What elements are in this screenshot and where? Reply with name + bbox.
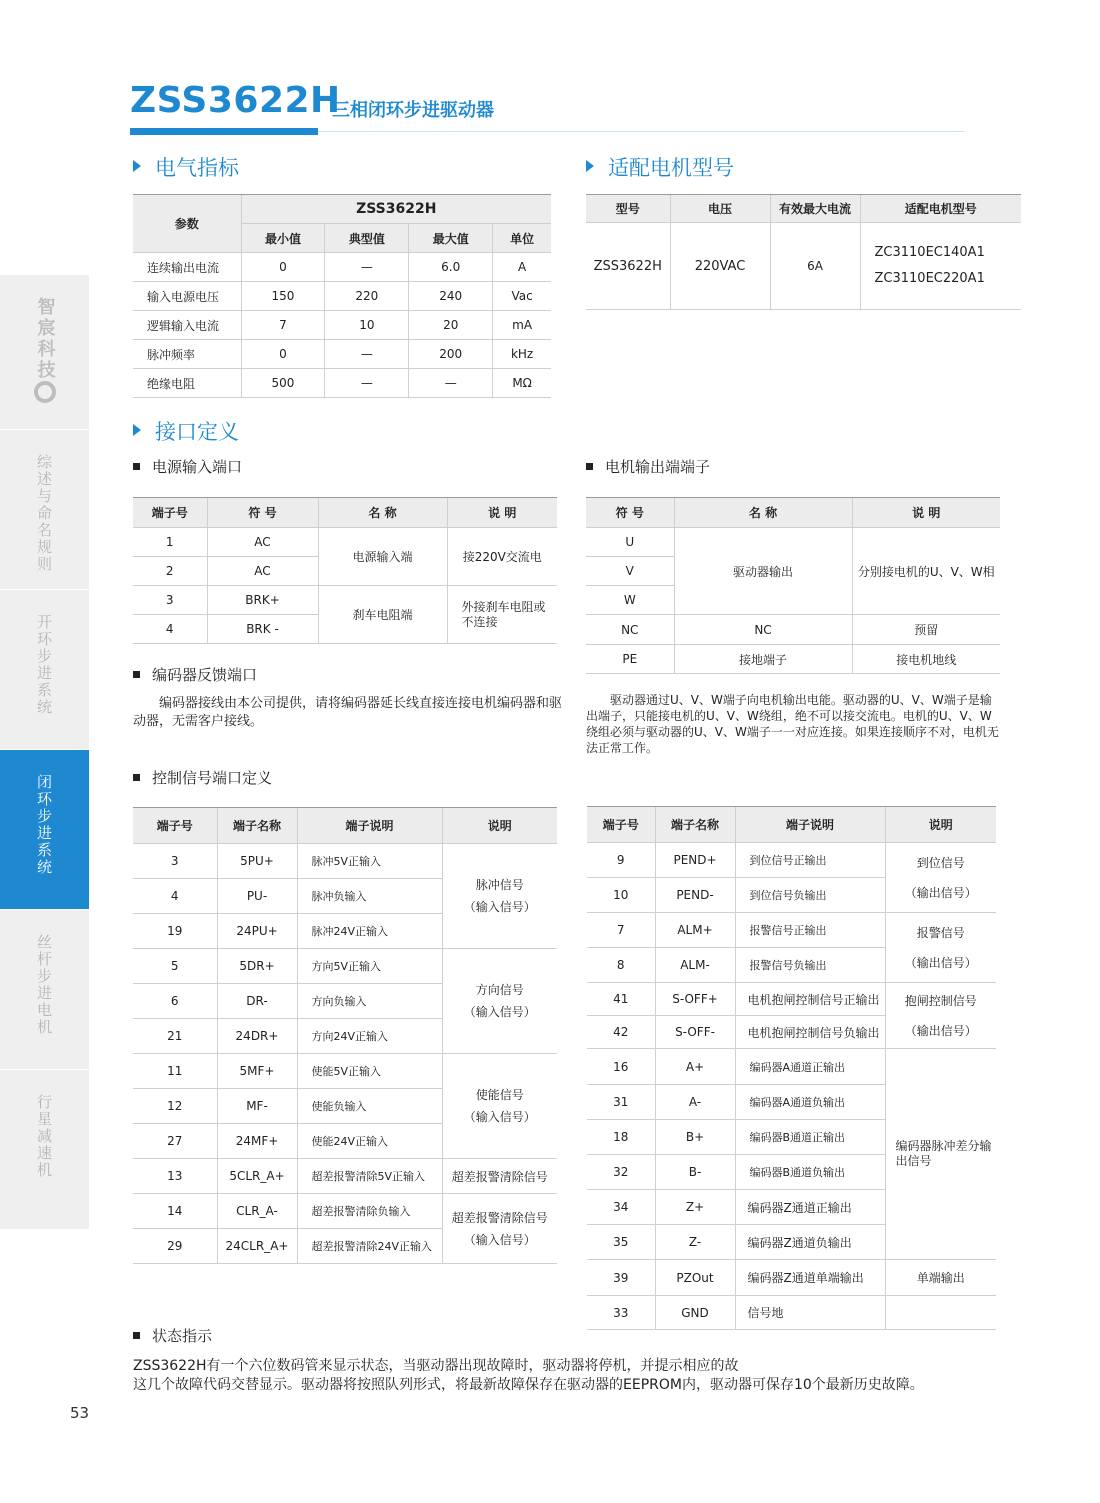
table-cell: V: [586, 557, 674, 586]
sidebar-item-overview[interactable]: [0, 430, 89, 590]
product-subtitle: 三相闭环步进驱动器: [332, 100, 494, 121]
table-cell: 10: [325, 311, 409, 340]
table-cell: PEND-: [655, 878, 735, 913]
sidebar-item-planetary[interactable]: [0, 1070, 89, 1230]
table-cell: 16: [587, 1049, 655, 1085]
table-cell: 绝缘电阻: [133, 369, 241, 398]
table-row: [133, 253, 551, 282]
table-header: 最大值: [409, 224, 493, 253]
table-cell: mA: [493, 311, 551, 340]
table-cell: 编码器Z通道正输出: [735, 1190, 885, 1225]
subheading-label: 控制信号端口定义: [152, 769, 273, 787]
table-cell: 220VAC: [670, 223, 770, 310]
table-cell: 6.0: [409, 253, 493, 282]
page-number: 53: [70, 1404, 90, 1422]
section-heading-label: 接口定义: [155, 420, 239, 444]
table-cell: 5DR+: [217, 949, 297, 984]
table-cell: 5PU+: [217, 844, 297, 879]
table-cell: DR-: [217, 984, 297, 1019]
table-cell: 编码器Z通道单端输出: [735, 1260, 885, 1296]
sidebar-logo: [0, 275, 89, 430]
motor-model-1: ZC3110EC140A1: [874, 245, 985, 260]
table-row: [587, 983, 996, 1016]
table-cell: AC: [207, 528, 318, 557]
group-label: 到位信号: [916, 855, 965, 870]
table-cell: B-: [655, 1155, 735, 1190]
bullet-square-icon: [133, 463, 140, 470]
table-cell: 使能负输入: [297, 1089, 442, 1124]
table-cell: 19: [133, 914, 217, 949]
table-cell: 39: [587, 1260, 655, 1296]
section-heading-electrical: [133, 152, 239, 182]
table-cell: S-OFF-: [655, 1016, 735, 1049]
table-cell: 超差报警清除5V正输入: [297, 1159, 442, 1194]
table-cell: 报警信号正输出: [735, 913, 885, 948]
table-header: 端子名称: [655, 807, 735, 843]
table-row: [133, 586, 557, 615]
table-cell: A: [493, 253, 551, 282]
table-cell: A+: [655, 1049, 735, 1085]
table-cell: 脉冲24V正输入: [297, 914, 442, 949]
table-cell: 编码器A通道正输出: [735, 1049, 885, 1085]
table-header: 端子名称: [217, 808, 297, 844]
table-cell: 6: [133, 984, 217, 1019]
table-cell: 编码器B通道负输出: [735, 1155, 885, 1190]
sidebar-item-label: 闭环步进系统: [35, 774, 53, 876]
title-underline-bar: [130, 128, 318, 135]
table-cell: AC: [207, 557, 318, 586]
table-header: 名 称: [674, 498, 852, 528]
table-cell: 33: [587, 1296, 655, 1330]
group-label: （输出信号）: [904, 885, 977, 900]
bullet-square-icon: [133, 671, 140, 678]
table-row: [587, 843, 996, 878]
table-row: [133, 369, 551, 398]
table-header: 单位: [493, 224, 551, 253]
table-cell: 41: [587, 983, 655, 1016]
status-text-line-2: 这几个故障代码交替显示。驱动器将按照队列形式，将最新故障保存在驱动器的EEPROM内，驱动器可保存10个最新历史故障。: [133, 1377, 924, 1393]
table-header: 端子号: [133, 498, 207, 528]
triangle-icon: [133, 424, 141, 436]
table-cell: PE: [586, 645, 674, 674]
section-heading-label: 电气指标: [155, 156, 239, 180]
table-row: [587, 1049, 996, 1085]
table-cell: 接电机地线: [852, 645, 1000, 674]
table-cell: 3: [133, 586, 207, 615]
table-cell: 电机抱闸控制信号正输出: [735, 983, 885, 1016]
table-row: [133, 282, 551, 311]
table-cell: 20: [409, 311, 493, 340]
group-cell: [885, 843, 996, 913]
table-cell: 7: [587, 913, 655, 948]
group-label: 使能信号: [475, 1088, 524, 1102]
table-cell: 输入电源电压: [133, 282, 241, 311]
table-cell: 到位信号正输出: [735, 843, 885, 878]
table-cell: 方向5V正输入: [297, 949, 442, 984]
logo-icon: [34, 381, 56, 403]
group-label: 方向信号: [475, 983, 524, 997]
table-row: [133, 311, 551, 340]
group-label: （输入信号）: [463, 1232, 536, 1247]
subheading-encoder: [133, 664, 257, 685]
table-header: 电压: [670, 195, 770, 223]
table-cell: 到位信号负输出: [735, 878, 885, 913]
table-cell: —: [325, 253, 409, 282]
table-cell: 27: [133, 1124, 217, 1159]
table-cell: S-OFF+: [655, 983, 735, 1016]
sidebar-item-lead-screw[interactable]: [0, 910, 89, 1070]
table-cell: 方向24V正输入: [297, 1019, 442, 1054]
table-cell: MΩ: [493, 369, 551, 398]
subheading-motor-output: [586, 456, 710, 477]
table-cell: BRK+: [207, 586, 318, 615]
table-cell: W: [586, 586, 674, 615]
group-cell: [885, 913, 996, 983]
sidebar-item-label: 综述与命名规则: [35, 454, 53, 573]
table-cell: —: [325, 369, 409, 398]
group-label: 超差报警清除信号: [451, 1210, 548, 1225]
section-heading-interface: [133, 416, 239, 446]
table-cell: 0: [241, 340, 325, 369]
table-row: [133, 844, 557, 879]
table-cell: A-: [655, 1085, 735, 1120]
triangle-icon: [133, 160, 141, 172]
table-cell: 编码器脉冲差分输出信号: [885, 1049, 996, 1260]
table-header: 符 号: [586, 498, 674, 528]
table-cell: 分别接电机的U、V、W相: [852, 528, 1000, 615]
table-row: [586, 645, 1000, 674]
table-header: ZSS3622H: [241, 195, 551, 224]
table-cell: Z+: [655, 1190, 735, 1225]
bullet-square-icon: [133, 1332, 140, 1339]
table-cell: 240: [409, 282, 493, 311]
table-cell: 脉冲5V正输入: [297, 844, 442, 879]
table-header: 适配电机型号: [860, 195, 1021, 223]
table-cell: 7: [241, 311, 325, 340]
table-cell: kHz: [493, 340, 551, 369]
subheading-control: [133, 767, 272, 788]
group-label: 抱闸控制信号: [904, 993, 977, 1008]
sidebar-item-open-loop[interactable]: [0, 590, 89, 750]
table-header: 端子号: [587, 807, 655, 843]
electrical-spec-table: [133, 194, 551, 398]
group-cell: [442, 1054, 557, 1159]
table-cell: ALM-: [655, 948, 735, 983]
group-label: 报警信号: [916, 925, 965, 940]
group-label: 脉冲信号: [475, 878, 524, 892]
table-cell: 超差报警清除信号: [442, 1159, 557, 1194]
table-header: 有效最大电流: [770, 195, 860, 223]
subheading-label: 电机输出端端子: [605, 458, 711, 476]
table-cell: MF-: [217, 1089, 297, 1124]
control-signal-table-right: [587, 806, 996, 1330]
table-header: 符 号: [207, 498, 318, 528]
table-cell: 14: [133, 1194, 217, 1229]
table-cell: B+: [655, 1120, 735, 1155]
subheading-status: [133, 1325, 212, 1346]
table-cell: —: [325, 340, 409, 369]
table-cell: 1: [133, 528, 207, 557]
table-cell: 电机抱闸控制信号负输出: [735, 1016, 885, 1049]
table-cell: 编码器Z通道负输出: [735, 1225, 885, 1260]
table-cell: [885, 1296, 996, 1330]
table-cell: Vac: [493, 282, 551, 311]
control-signal-table-left: [133, 807, 557, 1264]
table-header: 说 明: [447, 498, 557, 528]
sidebar-item-closed-loop[interactable]: [0, 750, 89, 910]
table-cell: —: [409, 369, 493, 398]
group-cell: [442, 844, 557, 949]
table-cell: NC: [586, 615, 674, 645]
table-cell: 32: [587, 1155, 655, 1190]
table-cell: 接地端子: [674, 645, 852, 674]
table-cell: 18: [587, 1120, 655, 1155]
subheading-label: 电源输入端口: [152, 458, 243, 476]
table-header: 说明: [885, 807, 996, 843]
logo-text: 智宸科技: [34, 297, 56, 381]
bullet-square-icon: [586, 463, 593, 470]
table-cell: 使能5V正输入: [297, 1054, 442, 1089]
table-row: [133, 528, 557, 557]
table-header: 端子说明: [735, 807, 885, 843]
table-cell: PU-: [217, 879, 297, 914]
title-divider-line: [318, 131, 964, 132]
table-cell: 使能24V正输入: [297, 1124, 442, 1159]
section-heading-motor-model: [586, 152, 734, 182]
table-cell: 2: [133, 557, 207, 586]
table-cell: 4: [133, 879, 217, 914]
encoder-text: 编码器接线由本公司提供，请将编码器延长线直接连接电机编码器和驱动器，无需客户接线。: [133, 696, 563, 729]
table-cell: 3: [133, 844, 217, 879]
subheading-label: 编码器反馈端口: [152, 666, 258, 684]
table-cell: 超差报警清除负输入: [297, 1194, 442, 1229]
group-cell: [442, 949, 557, 1054]
table-cell: 4: [133, 615, 207, 644]
product-model-title: ZSS3622H: [130, 80, 341, 121]
motor-output-table: [586, 497, 1000, 674]
table-cell: 11: [133, 1054, 217, 1089]
table-header: 端子号: [133, 808, 217, 844]
motor-model-table: [586, 194, 1021, 310]
power-input-table: [133, 497, 557, 644]
table-cell: PZOut: [655, 1260, 735, 1296]
table-cell: 脉冲频率: [133, 340, 241, 369]
table-cell: Z-: [655, 1225, 735, 1260]
table-header: 说明: [442, 808, 557, 844]
table-header: 参数: [133, 195, 241, 253]
table-cell: 电源输入端: [318, 528, 447, 586]
sidebar-item-label: 丝杆步进电机: [35, 934, 53, 1036]
table-cell: 150: [241, 282, 325, 311]
table-cell: NC: [674, 615, 852, 645]
table-cell: 5: [133, 949, 217, 984]
table-cell: PEND+: [655, 843, 735, 878]
table-row: [133, 1159, 557, 1194]
table-cell: 刹车电阻端: [318, 586, 447, 644]
table-cell: U: [586, 528, 674, 557]
table-header: 最小值: [241, 224, 325, 253]
subheading-label: 状态指示: [152, 1327, 213, 1345]
table-cell: 脉冲负输入: [297, 879, 442, 914]
table-cell: 方向负输入: [297, 984, 442, 1019]
table-row: [586, 528, 1000, 557]
sidebar-item-label: 开环步进系统: [35, 614, 53, 716]
table-cell: 24DR+: [217, 1019, 297, 1054]
table-header: 典型值: [325, 224, 409, 253]
table-cell: 6A: [770, 223, 860, 310]
sidebar: [0, 275, 89, 1230]
group-label: （输出信号）: [904, 1023, 977, 1038]
table-cell: 信号地: [735, 1296, 885, 1330]
table-cell: 24MF+: [217, 1124, 297, 1159]
table-cell: 35: [587, 1225, 655, 1260]
motor-model-2: ZC3110EC220A1: [874, 271, 985, 286]
table-cell: 编码器B通道正输出: [735, 1120, 885, 1155]
table-cell: 8: [587, 948, 655, 983]
table-cell: 24PU+: [217, 914, 297, 949]
table-header: 名 称: [318, 498, 447, 528]
table-row: [133, 340, 551, 369]
table-cell: 24CLR_A+: [217, 1229, 297, 1264]
table-cell: 预留: [852, 615, 1000, 645]
table-cell: ALM+: [655, 913, 735, 948]
table-header: 型号: [586, 195, 670, 223]
section-heading-label: 适配电机型号: [608, 156, 734, 180]
table-cell: 单端输出: [885, 1260, 996, 1296]
table-cell: 逻辑输入电流: [133, 311, 241, 340]
group-label: （输出信号）: [904, 955, 977, 970]
table-cell: GND: [655, 1296, 735, 1330]
subheading-power: [133, 456, 242, 477]
group-label: （输入信号）: [463, 1005, 536, 1019]
table-cell: 5MF+: [217, 1054, 297, 1089]
table-header: 说 明: [852, 498, 1000, 528]
table-cell: 220: [325, 282, 409, 311]
table-row: [586, 223, 1021, 310]
table-cell: 34: [587, 1190, 655, 1225]
table-cell: BRK -: [207, 615, 318, 644]
table-cell: 外接刹车电阻或不连接: [447, 586, 557, 644]
table-cell: 驱动器输出: [674, 528, 852, 615]
table-cell: 9: [587, 843, 655, 878]
table-header: 端子说明: [297, 808, 442, 844]
group-cell: [885, 983, 996, 1049]
table-cell: 连续输出电流: [133, 253, 241, 282]
table-row: [587, 1296, 996, 1330]
bullet-square-icon: [133, 774, 140, 781]
motor-output-note: 驱动器通过U、V、W端子向电机输出电能。驱动器的U、V、W端子是输出端子，只能接电机的U、V、W绕组，绝不可以接交流电。电机的U、V、W绕组必须与驱动器的U、V、W端子一一对应连接。如果连接顺序不对，电机无法正常工作。: [586, 693, 999, 755]
table-cell: 42: [587, 1016, 655, 1049]
table-cell: 5CLR_A+: [217, 1159, 297, 1194]
table-row: [586, 615, 1000, 645]
table-cell: 接220V交流电: [447, 528, 557, 586]
table-cell: 13: [133, 1159, 217, 1194]
table-row: [133, 1054, 557, 1089]
group-cell: [442, 1194, 557, 1264]
table-cell: CLR_A-: [217, 1194, 297, 1229]
table-cell: 编码器A通道负输出: [735, 1085, 885, 1120]
table-cell: 31: [587, 1085, 655, 1120]
group-label: （输入信号）: [463, 1110, 536, 1124]
status-text-line-1: ZSS3622H有一个六位数码管来显示状态，当驱动器出现故障时，驱动器将停机，并提示相应的故: [133, 1358, 739, 1374]
table-row: [587, 913, 996, 948]
table-cell: 超差报警清除24V正输入: [297, 1229, 442, 1264]
sidebar-item-label: 行星减速机: [35, 1094, 53, 1179]
table-row: [133, 1194, 557, 1229]
table-cell: 21: [133, 1019, 217, 1054]
table-cell: ZSS3622H: [586, 223, 670, 310]
table-cell: 29: [133, 1229, 217, 1264]
table-cell: 0: [241, 253, 325, 282]
group-label: （输入信号）: [463, 900, 536, 914]
table-row: [133, 949, 557, 984]
table-cell: 10: [587, 878, 655, 913]
table-row: [587, 1260, 996, 1296]
triangle-icon: [586, 160, 594, 172]
table-cell: 报警信号负输出: [735, 948, 885, 983]
table-cell: 500: [241, 369, 325, 398]
table-cell: 200: [409, 340, 493, 369]
table-cell: 12: [133, 1089, 217, 1124]
